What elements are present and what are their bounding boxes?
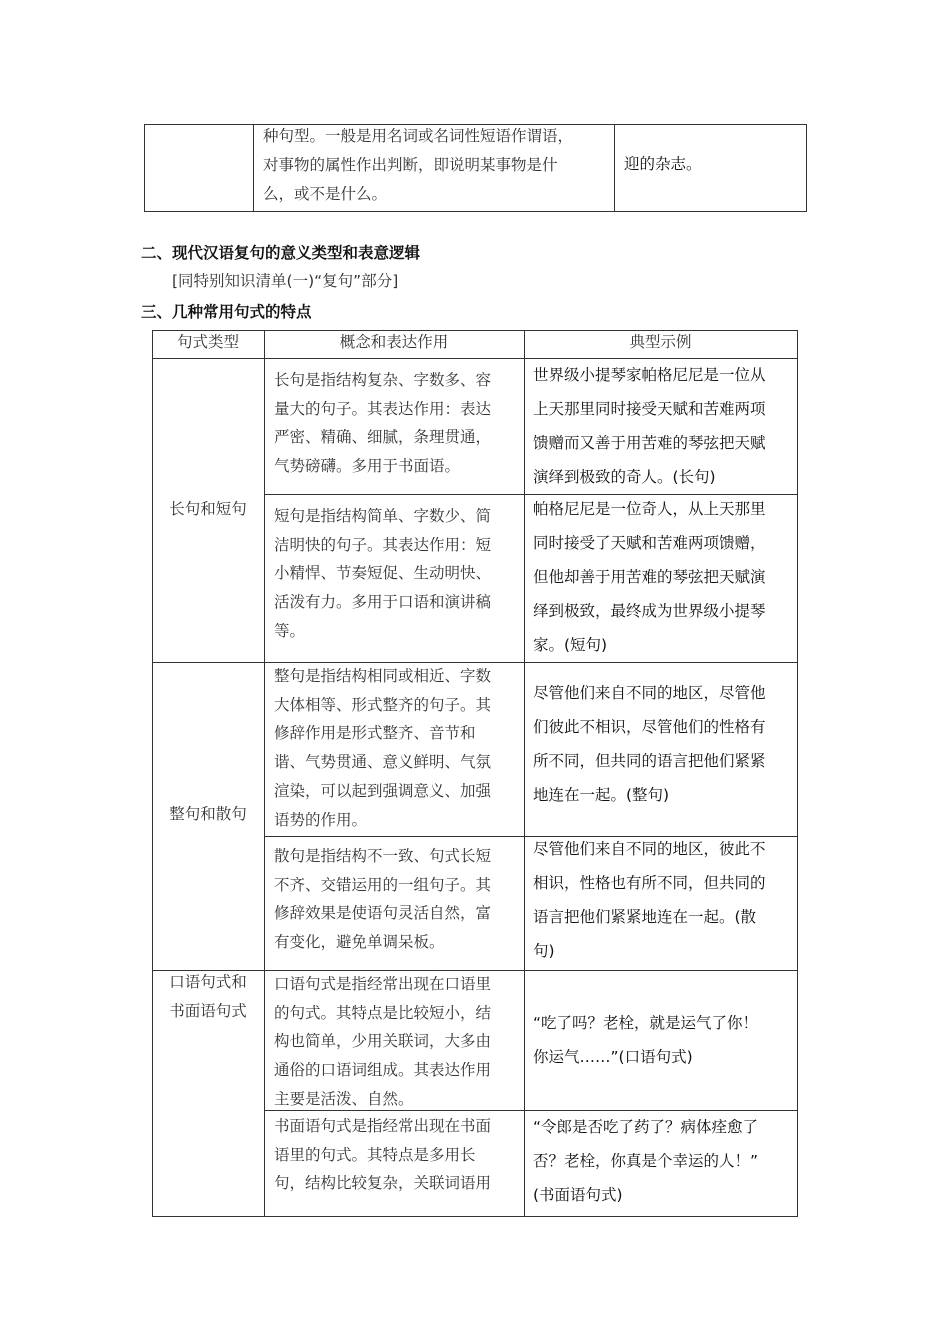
example-line: 相识，性格也有所不同，但共同的 — [533, 874, 766, 892]
concept-line: 量大的句子。其表达作用：表达 — [274, 399, 492, 418]
concept-line: 整句是指结构相同或相近、字数 — [274, 667, 492, 685]
example-line: “吃了吗？老栓，就是运气了你！ — [533, 1014, 759, 1032]
example-cell — [533, 832, 766, 968]
example-line: 但他却善于用苦难的琴弦把天赋演 — [533, 568, 766, 586]
concept-line: 语势的作用。 — [274, 810, 368, 829]
concept-cell — [274, 1112, 491, 1198]
table-border — [797, 330, 798, 1217]
concept-cell — [274, 970, 491, 1114]
header-example: 典型示例 — [629, 333, 692, 351]
example-line: 上天那里同时接受天赋和苦难两项 — [533, 400, 766, 418]
table-border — [614, 124, 615, 212]
example-line: 家。(短句) — [533, 636, 608, 654]
sentence-type-cell — [152, 495, 264, 524]
table-border — [152, 330, 153, 1217]
header-type: 句式类型 — [176, 333, 239, 351]
concept-line: 种句型。一般是用名词或名词性短语作谓语， — [263, 127, 574, 145]
concept-cell — [274, 662, 491, 834]
example-line: 世界级小提琴家帕格尼尼是一位从 — [533, 366, 766, 384]
concept-line: 句，结构比较复杂，关联词语用 — [274, 1174, 492, 1193]
concept-line: 小精悍、节奏短促、生动明快、 — [274, 564, 492, 583]
concept-line: 修辞作用是形式整齐、音节和 — [274, 724, 476, 743]
section-heading-2: 二、现代汉语复句的意义类型和表意逻辑 — [141, 244, 421, 262]
concept-line: 通俗的口语词组成。其表达作用 — [274, 1061, 492, 1080]
concept-line: 长句是指结构复杂、字数多、容 — [274, 371, 492, 389]
example-cell — [533, 1110, 758, 1212]
concept-cell — [274, 502, 491, 646]
example-line: 所不同，但共同的语言把他们紧紧 — [533, 752, 766, 770]
concept-line: 散句是指结构不一致、句式长短 — [274, 847, 492, 865]
header-concept: 概念和表达作用 — [339, 333, 449, 351]
example-line: 否？老栓，你真是个幸运的人！” — [533, 1152, 759, 1170]
example-line: 句) — [533, 942, 555, 960]
table-border — [144, 124, 145, 212]
concept-line: 书面语句式是指经常出现在书面 — [274, 1117, 492, 1135]
example-line: 地连在一起。(整句) — [533, 786, 670, 804]
concept-line: 气势磅礴。多用于书面语。 — [274, 457, 461, 476]
example-cell — [533, 1006, 758, 1074]
concept-line: 谐、气势贯通、意义鲜明、气氛 — [274, 753, 492, 772]
example-line: 你运气……”(口语句式) — [533, 1048, 693, 1066]
example-line: 演绎到极致的奇人。(长句) — [533, 468, 716, 486]
example-cell — [533, 492, 766, 662]
sentence-type-cell — [152, 968, 264, 1026]
concept-line: 么，或不是什么。 — [263, 185, 388, 203]
concept-line: 构也简单，少用关联词，大多由 — [274, 1032, 492, 1051]
example-line: 迎的杂志。 — [624, 155, 702, 173]
concept-line: 大体相等、形式整齐的句子。其 — [274, 695, 492, 714]
concept-line: 不齐、交错运用的一组句子。其 — [274, 875, 492, 894]
concept-cell — [274, 842, 491, 957]
table-border — [152, 1216, 798, 1217]
table-border — [264, 330, 265, 1217]
example-line: 帕格尼尼是一位奇人，从上天那里 — [533, 500, 766, 518]
concept-cell — [274, 366, 491, 481]
example-line: (书面语句式) — [533, 1186, 623, 1204]
example-line: 尽管他们来自不同的地区，彼此不 — [533, 840, 766, 858]
table-border — [152, 330, 798, 331]
sentence-type-label: 整句和散句 — [169, 805, 247, 823]
concept-line: 的句式。其特点是比较短小，结 — [274, 1003, 492, 1022]
example-line: 同时接受了天赋和苦难两项馈赠， — [533, 534, 766, 552]
top-concept-cell — [263, 122, 573, 209]
concept-line: 主要是活泼、自然。 — [274, 1089, 414, 1108]
example-line: 绎到极致，最终成为世界级小提琴 — [533, 602, 766, 620]
example-line: 们彼此不相识，尽管他们的性格有 — [533, 718, 766, 736]
example-cell — [533, 676, 766, 812]
top-example-cell — [624, 150, 702, 179]
table-border — [524, 330, 525, 1217]
sentence-type-label: 口语句式和 — [169, 973, 247, 991]
concept-line: 对事物的属性作出判断，即说明某事物是什 — [263, 156, 558, 174]
sentence-type-label: 长句和短句 — [169, 500, 247, 518]
concept-line: 口语句式是指经常出现在口语里 — [274, 975, 492, 993]
concept-line: 等。 — [274, 621, 306, 640]
cross-reference-note: [同特别知识清单(一)“复句”部分] — [172, 272, 399, 290]
section-heading-3: 三、几种常用句式的特点 — [141, 303, 312, 321]
example-line: 馈赠而又善于用苦难的琴弦把天赋 — [533, 434, 766, 452]
concept-line: 修辞效果是使语句灵活自然，富 — [274, 904, 492, 923]
table-border — [806, 124, 807, 212]
concept-line: 短句是指结构简单、字数少、简 — [274, 507, 492, 525]
example-line: 尽管他们来自不同的地区，尽管他 — [533, 684, 766, 702]
sentence-type-cell — [152, 800, 264, 829]
sentence-type-label: 书面语句式 — [169, 1002, 247, 1020]
example-cell — [533, 358, 766, 494]
concept-line: 洁明快的句子。其表达作用：短 — [274, 535, 492, 554]
example-line: 语言把他们紧紧地连在一起。(散 — [533, 908, 757, 926]
concept-line: 渲染，可以起到强调意义、加强 — [274, 781, 492, 800]
concept-line: 语里的句式。其特点是多用长 — [274, 1145, 476, 1164]
concept-line: 有变化，避免单调呆板。 — [274, 933, 445, 952]
table-border — [144, 211, 807, 212]
concept-line: 严密、精确、细腻，条理贯通， — [274, 428, 492, 447]
table-border — [253, 124, 254, 212]
example-line: “令郎是否吃了药了？病体痊愈了 — [533, 1118, 759, 1136]
concept-line: 活泼有力。多用于口语和演讲稿 — [274, 593, 492, 612]
